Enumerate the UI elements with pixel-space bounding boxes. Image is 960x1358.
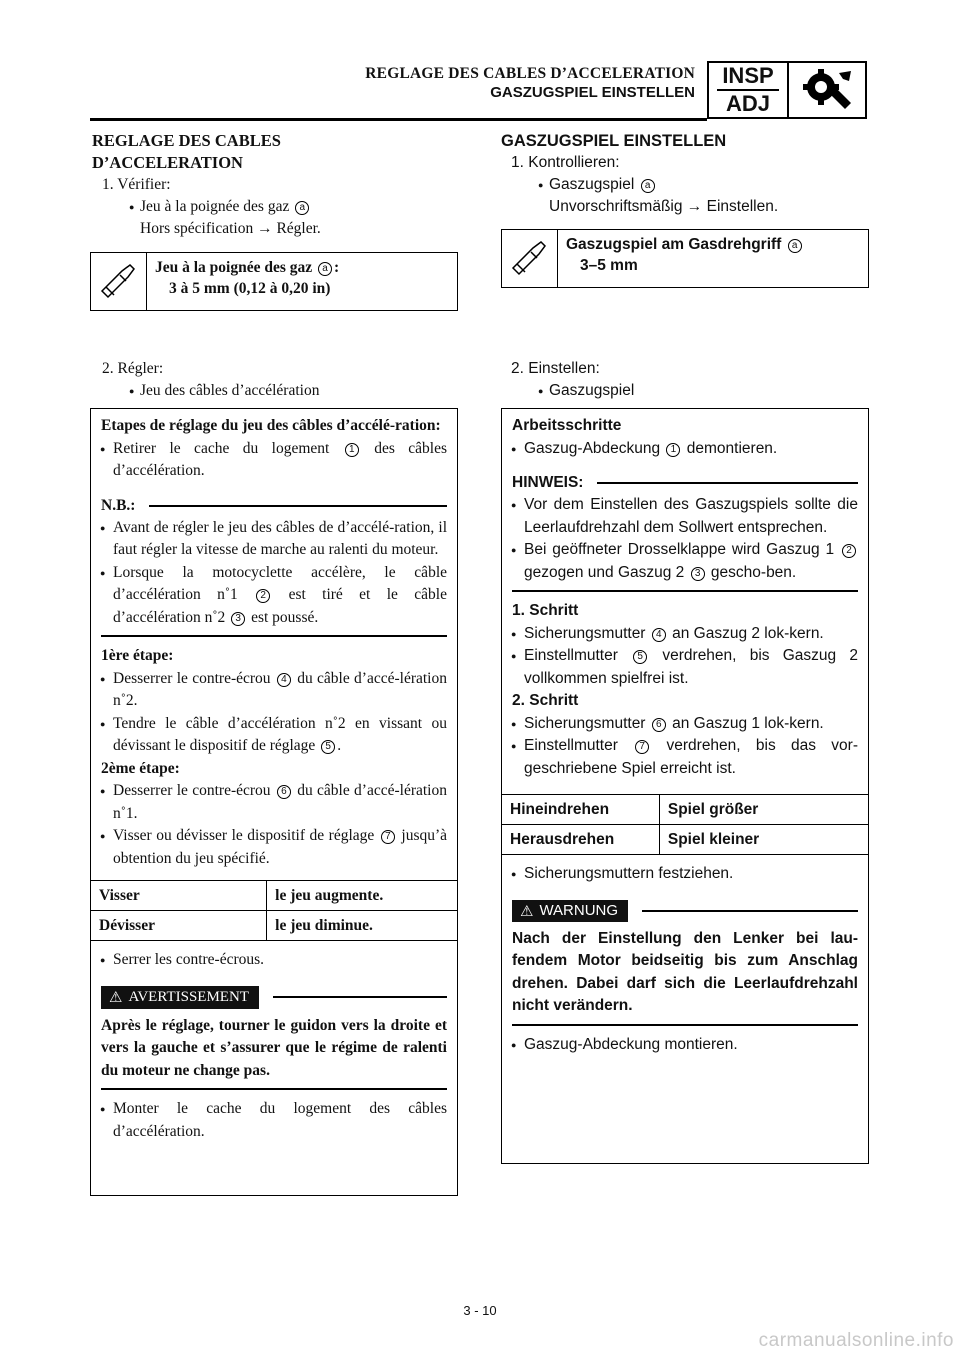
fr-spec-value: 3 à 5 mm (0,12 à 0,20 in) bbox=[169, 280, 331, 297]
fr-section-title bbox=[92, 130, 458, 174]
marker-4: 4 bbox=[277, 673, 291, 687]
table-cell: Spiel kleiner bbox=[659, 825, 868, 855]
fr-s1-b2 bbox=[101, 713, 447, 758]
fr-s2-b1a: Desserrer le contre-écrou bbox=[113, 782, 271, 799]
de-warning-text: Nach der Einstellung den Lenker bei lau-fendem Motor beidseitig bis zum Anschlag drehen. Dabei darf sich die Leerlaufdrehzahl nicht verändern. bbox=[512, 929, 858, 1014]
marker-6: 6 bbox=[652, 718, 666, 732]
badge-text bbox=[709, 63, 789, 117]
fr-s1-b1 bbox=[101, 668, 447, 713]
fr-final: ● Monter le cache du logement des câbles d’accélération. bbox=[101, 1098, 447, 1143]
fr-s2-b1b: du câble d’accé-lération n˚1. bbox=[113, 782, 447, 822]
fr-warning-label: AVERTISSEMENT bbox=[128, 988, 249, 1005]
marker-3: 3 bbox=[691, 567, 705, 581]
badge-top: INSP bbox=[722, 63, 774, 88]
marker-1: 1 bbox=[666, 443, 680, 457]
warning-icon: ⚠ bbox=[520, 902, 534, 920]
header-rule bbox=[90, 118, 707, 121]
de-step1: 1. Kontrollieren: bbox=[511, 154, 620, 171]
de-final: ● Gaszug-Abdeckung montieren. bbox=[512, 1034, 858, 1057]
de-note-end-rule bbox=[512, 590, 858, 592]
de-warning-end-rule bbox=[512, 1024, 858, 1026]
fr-warning-header bbox=[101, 986, 447, 1009]
fr-note-b1: ● Avant de régler le jeu des câbles de d’accélé-ration, il faut régler la vitesse de marche au ralenti du moteur. bbox=[101, 517, 447, 562]
watermark: carmanualsonline.info bbox=[758, 1330, 954, 1351]
fr-warning-end-rule bbox=[101, 1088, 447, 1090]
marker-a: a bbox=[788, 239, 802, 253]
fr-stage1: 1ère étape: bbox=[101, 647, 174, 664]
de-s2-b1a: Sicherungsmutter bbox=[524, 714, 646, 732]
de-step2-block bbox=[501, 358, 869, 402]
fr-s1-b2b: . bbox=[337, 737, 342, 754]
marker-4: 4 bbox=[652, 628, 666, 642]
table-cell: Spiel größer bbox=[659, 795, 868, 825]
fr-note-label: N.B.: bbox=[101, 496, 136, 514]
de-s1-b1b: an Gaszug 2 lok-kern. bbox=[672, 624, 824, 642]
fr-note-header bbox=[101, 495, 447, 517]
table-row bbox=[91, 881, 457, 911]
marker-3: 3 bbox=[231, 612, 245, 626]
table-cell: Dévisser bbox=[91, 911, 267, 941]
fr-s2-b2 bbox=[101, 825, 447, 870]
fr-spec-box bbox=[90, 252, 458, 311]
de-step1-sub: Unvorschriftsmäßig → Einstellen. bbox=[549, 198, 779, 215]
fr-tighten: ● Serrer les contre-écrous. bbox=[101, 949, 447, 972]
table-cell: le jeu diminue. bbox=[267, 911, 457, 941]
de-tighten: ● Sicherungsmuttern festziehen. bbox=[512, 863, 858, 886]
french-column bbox=[92, 130, 458, 240]
fr-s1-b1b: du câble d’accé-lération n˚2. bbox=[113, 669, 447, 709]
table-cell: Herausdrehen bbox=[502, 825, 659, 855]
wrench-gear-icon bbox=[789, 63, 865, 117]
fr-note-end-rule bbox=[101, 635, 447, 637]
caliper-icon bbox=[502, 230, 558, 287]
de-section-title: GASZUGSPIEL EINSTELLEN bbox=[501, 132, 727, 150]
de-note-b2 bbox=[512, 539, 858, 584]
de-procedure-box bbox=[501, 408, 869, 1164]
fr-note-b2b: est tiré et le câble d’accélération n˚2 bbox=[113, 586, 447, 626]
table-row bbox=[502, 825, 868, 855]
fr-note-b2 bbox=[101, 562, 447, 630]
de-warning-badge bbox=[512, 900, 628, 922]
de-s1-b1a: Sicherungsmutter bbox=[524, 624, 646, 642]
marker-a: a bbox=[295, 201, 309, 215]
de-s1-b2a: Einstellmutter bbox=[524, 647, 618, 664]
marker-5: 5 bbox=[321, 740, 335, 754]
fr-proc-b1 bbox=[101, 438, 447, 483]
de-stage2: 2. Schritt bbox=[512, 692, 579, 709]
marker-a: a bbox=[641, 179, 655, 193]
marker-5: 5 bbox=[633, 650, 647, 664]
fr-step1: 1. Vérifier: bbox=[102, 176, 171, 193]
fr-note-b2c: est poussé. bbox=[251, 608, 319, 626]
table-cell: Hineindrehen bbox=[502, 795, 659, 825]
de-spec-value: 3–5 mm bbox=[580, 257, 638, 274]
fr-spec-content: Jeu à la poignée des gaz a : 3 à 5 mm (0,12 à 0,20 in) bbox=[155, 259, 340, 297]
table-row bbox=[502, 795, 868, 825]
fr-spec-label: Jeu à la poignée des gaz bbox=[155, 259, 313, 276]
fr-stage2: 2ème étape: bbox=[101, 759, 180, 777]
header-title-fr: REGLAGE DES CABLES D’ACCELERATION bbox=[365, 65, 695, 82]
fr-proc-b1a: Retirer le cache du logement bbox=[113, 439, 330, 457]
marker-7: 7 bbox=[635, 740, 649, 754]
badge-bottom: ADJ bbox=[725, 91, 770, 116]
fr-s2-b1 bbox=[101, 780, 447, 825]
de-note-header bbox=[512, 472, 858, 494]
de-step2: 2. Einstellen: bbox=[511, 360, 600, 377]
de-note-label: HINWEIS: bbox=[512, 474, 584, 491]
fr-s2-b2b: jusqu’à obtention du jeu spécifié. bbox=[113, 827, 448, 867]
page-number: 3 - 10 bbox=[463, 1303, 497, 1318]
de-step1-bullet-text: Gaszugspiel bbox=[549, 176, 635, 193]
de-note-b2c: gescho-ben. bbox=[710, 563, 797, 581]
fr-procedure-box bbox=[90, 408, 458, 1196]
marker-a: a bbox=[318, 262, 332, 276]
fr-proc-title: Etapes de réglage du jeu des câbles d’accélé-ration: bbox=[101, 417, 441, 434]
fr-step2: 2. Régler: bbox=[102, 360, 164, 377]
fr-step1-sub: Hors spécification → Régler. bbox=[140, 220, 321, 237]
fr-warning-text: Après le réglage, tourner le guidon vers la droite et vers la gauche et s’assurer que le régime de ralenti du moteur ne change pas. bbox=[101, 1016, 447, 1079]
de-s2-b2b: verdrehen, bis das vor-geschriebene Spiel erreicht ist. bbox=[524, 737, 858, 777]
fr-step2-block bbox=[92, 358, 458, 402]
de-note-b2b: gezogen und Gaszug 2 bbox=[524, 563, 685, 581]
marker-6: 6 bbox=[277, 785, 291, 799]
section-badge bbox=[707, 61, 867, 119]
fr-proc-b1b: des câbles d’accélération. bbox=[113, 439, 448, 479]
de-step2-bullet: ● Gaszugspiel bbox=[501, 380, 869, 402]
marker-7: 7 bbox=[381, 830, 395, 844]
de-s2-b1 bbox=[512, 713, 858, 736]
fr-step1-bullet bbox=[92, 196, 458, 218]
de-s2-b1b: an Gaszug 1 lok-kern. bbox=[672, 714, 824, 732]
fr-step1-bullet-text: Jeu à la poignée des gaz bbox=[140, 198, 290, 215]
fr-warning-badge bbox=[101, 986, 259, 1009]
header-title-de: GASZUGSPIEL EINSTELLEN bbox=[490, 84, 695, 101]
de-s1-b1 bbox=[512, 623, 858, 646]
fr-title-line1: REGLAGE DES CABLES bbox=[92, 131, 281, 150]
fr-adjust-table bbox=[91, 880, 457, 941]
de-warning-label: WARNUNG bbox=[539, 902, 619, 919]
de-adjust-table bbox=[502, 794, 868, 855]
de-proc-title: Arbeitsschritte bbox=[512, 417, 622, 434]
table-cell: Visser bbox=[91, 881, 267, 911]
german-column bbox=[501, 130, 869, 218]
fr-s1-b1a: Desserrer le contre-écrou bbox=[113, 669, 271, 687]
de-warning-header bbox=[512, 900, 858, 922]
fr-step2-bullet: ● Jeu des câbles d’accélération bbox=[92, 380, 458, 402]
de-spec-box bbox=[501, 229, 869, 288]
de-s1-b2 bbox=[512, 645, 858, 690]
marker-2: 2 bbox=[256, 589, 270, 603]
warning-icon: ⚠ bbox=[109, 989, 123, 1006]
marker-1: 1 bbox=[345, 443, 359, 457]
de-step1-bullet bbox=[501, 174, 869, 196]
de-note-b2a: Bei geöffneter Drosselklappe wird Gaszug 1 bbox=[524, 541, 835, 558]
de-s2-b2 bbox=[512, 735, 858, 780]
de-stage1: 1. Schritt bbox=[512, 602, 579, 619]
de-proc-b1a: Gaszug-Abdeckung bbox=[524, 439, 661, 457]
de-s1-b2b: verdrehen, bis Gaszug 2 vollkommen spielfrei ist. bbox=[524, 647, 859, 687]
de-spec-content bbox=[558, 230, 812, 287]
de-proc-b1b: demontieren. bbox=[686, 439, 778, 457]
table-cell: le jeu augmente. bbox=[267, 881, 457, 911]
de-note-b1: ● Vor dem Einstellen des Gaszugspiels sollte die Leerlaufdrehzahl dem Sollwert entsprechen. bbox=[512, 494, 858, 539]
de-s2-b2a: Einstellmutter bbox=[524, 737, 618, 754]
fr-title-line2: D’ACCELERATION bbox=[92, 153, 243, 172]
caliper-icon bbox=[91, 253, 147, 310]
fr-s2-b2a: Visser ou dévisser le dispositif de réglage bbox=[113, 827, 375, 844]
fr-note-b2a: Lorsque la motocyclette accélère, le câble d’accélération n˚1 bbox=[113, 563, 447, 603]
de-proc-b1 bbox=[512, 438, 858, 461]
header-title bbox=[365, 64, 695, 102]
table-row bbox=[91, 911, 457, 941]
de-spec-label: Gaszugspiel am Gasdrehgriff bbox=[566, 236, 782, 253]
marker-2: 2 bbox=[842, 544, 856, 558]
fr-s1-b2a: Tendre le câble d’accélération n˚2 en vissant ou dévissant le dispositif de réglage bbox=[113, 714, 447, 754]
